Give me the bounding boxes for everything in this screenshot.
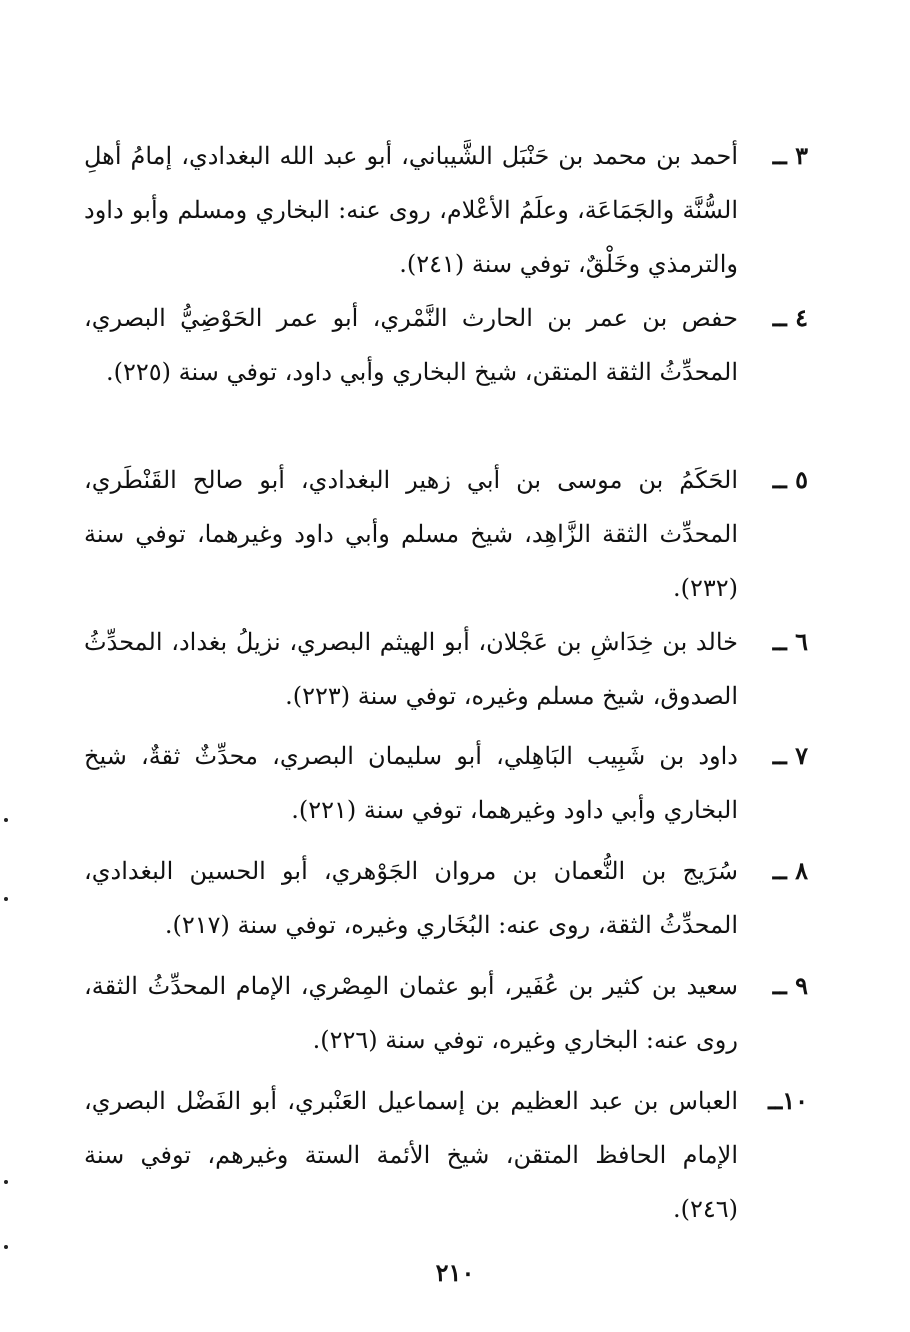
entry-text: سعيد بن كثير بن عُفَير، أبو عثمان المِصْري، الإمام المحدِّثُ الثقة، روى عنه: البخاري وغيره، توفي سنة (٢٢٦). [84, 972, 738, 1054]
entry-number: ٤ ــ [772, 303, 808, 332]
entry-number: ١٠ــ [768, 1086, 808, 1115]
entry-4 [84, 291, 808, 399]
entry-5 [84, 453, 808, 615]
entry-6 [84, 615, 808, 723]
entry-text: خالد بن خِدَاشِ بن عَجْلان، أبو الهيثم البصري، نزيلُ بغداد، المحدِّثُ الصدوق، شيخ مسلم وغيره، توفي سنة (٢٢٣). [84, 628, 738, 710]
entry-text: العباس بن عبد العظيم بن إسماعيل العَنْبري، أبو الفَضْل البصري، الإمام الحافظ المتقن، شيخ الأئمة الستة وغيرهم، توفي سنة (٢٤٦). [84, 1087, 738, 1223]
page-number: ٢١٠ [435, 1258, 475, 1287]
entry-number: ٩ ــ [772, 971, 808, 1000]
margin-dot [4, 1245, 8, 1249]
entry-7 [84, 729, 808, 837]
entry-number: ٣ ــ [772, 141, 808, 170]
entry-text: أحمد بن محمد بن حَنْبَل الشَّيباني، أبو عبد الله البغدادي، إمامُ أهلِ السُّنَّة والجَمَاعَة، وعلَمُ الأعْلام، روى عنه: البخاري ومسلم وأبو داود والترمذي وخَلْقٌ، توفي سنة (٢٤١). [84, 142, 738, 278]
entry-text: الحَكَمُ بن موسى بن أبي زهير البغدادي، أبو صالح القَنْطَري، المحدِّث الثقة الزَّاهِد، شيخ مسلم وأبي داود وغيرهما، توفي سنة (٢٣٢). [84, 466, 738, 602]
entry-text: حفص بن عمر بن الحارث النَّمْري، أبو عمر الحَوْضِيُّ البصري، المحدِّثُ الثقة المتقن، شيخ البخاري وأبي داود، توفي سنة (٢٢٥). [84, 304, 738, 386]
entry-text: داود بن شَبِيب البَاهِلي، أبو سليمان البصري، محدِّثٌ ثقةٌ، شيخ البخاري وأبي داود وغيرهما، توفي سنة (٢٢١). [84, 742, 738, 824]
entry-number: ٧ ــ [772, 741, 808, 770]
entry-number: ٥ ــ [772, 465, 808, 494]
margin-dot [4, 1180, 8, 1184]
entry-8 [84, 844, 808, 952]
entry-number: ٨ ــ [772, 856, 808, 885]
entry-3 [84, 129, 808, 291]
entry-9 [84, 959, 808, 1067]
margin-dot [4, 818, 8, 822]
entry-10 [84, 1074, 808, 1236]
entry-text: سُرَيج بن النُّعمان بن مروان الجَوْهري، أبو الحسين البغدادي، المحدِّثُ الثقة، روى عنه: البُخَاري وغيره، توفي سنة (٢١٧). [84, 857, 738, 939]
entry-number: ٦ ــ [772, 627, 808, 656]
margin-dot [4, 897, 8, 901]
